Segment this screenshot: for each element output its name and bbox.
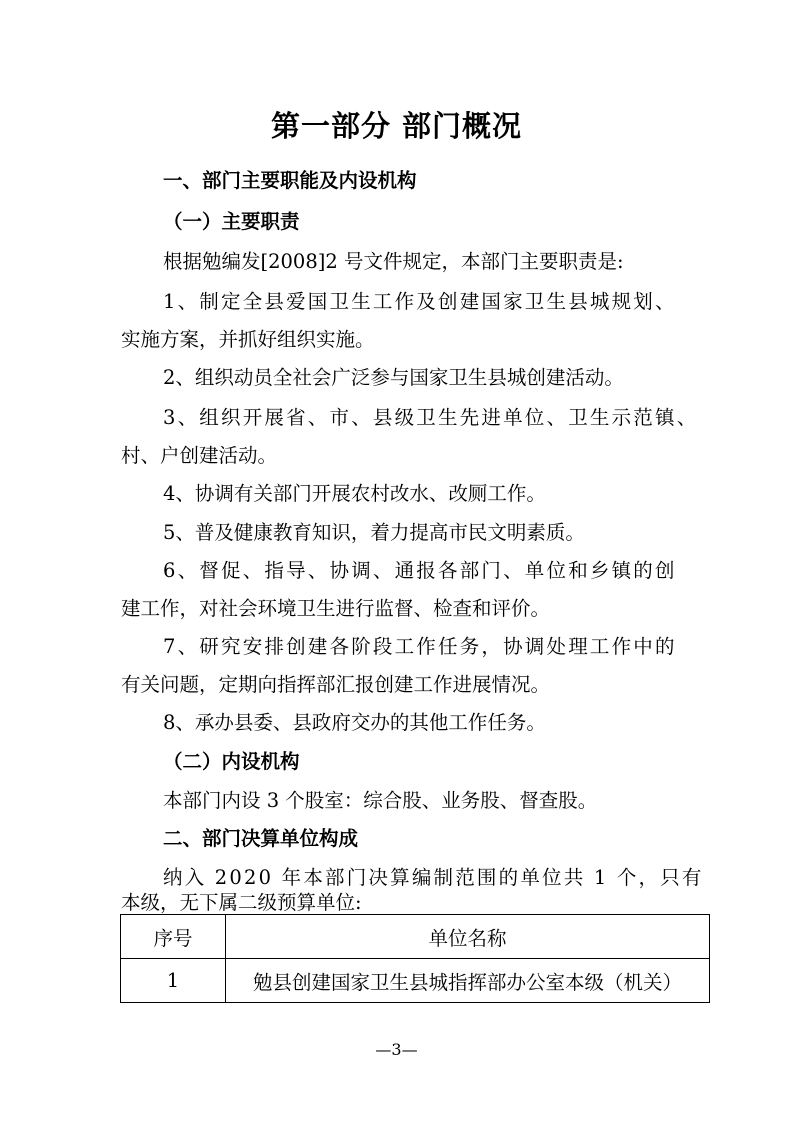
page-number: —3— bbox=[375, 1040, 418, 1059]
section1-heading: 一、部门主要职能及内设机构 bbox=[163, 169, 417, 192]
page-title: 第一部分 部门概况 bbox=[270, 109, 523, 143]
duty-2: 2、组织动员全社会广泛参与国家卫生县城创建活动。 bbox=[163, 366, 624, 389]
section2-text-line2: 本级，无下属二级预算单位: bbox=[121, 891, 362, 914]
sub1-heading: （一）主要职责 bbox=[163, 210, 300, 233]
header-unit-name: 单位名称 bbox=[226, 915, 710, 959]
duty-1-line1: 1、制定全县爱国卫生工作及创建国家卫生县城规划、 bbox=[163, 290, 677, 313]
duty-3-line1: 3、组织开展省、市、县级卫生先进单位、卫生示范镇、 bbox=[163, 406, 699, 429]
table-row bbox=[121, 959, 710, 1003]
duties-intro: 根据勉编发[2008]2 号文件规定，本部门主要职责是: bbox=[163, 250, 624, 273]
header-index: 序号 bbox=[121, 915, 226, 959]
duty-8: 8、承办县委、县政府交办的其他工作任务。 bbox=[163, 711, 546, 734]
cell-index: 1 bbox=[121, 959, 226, 1003]
duty-3-line2: 村、户创建活动。 bbox=[121, 444, 278, 467]
sub2-text: 本部门内设 3 个股室：综合股、业务股、督查股。 bbox=[163, 789, 598, 812]
duty-6-line2: 建工作，对社会环境卫生进行监督、检查和评价。 bbox=[121, 597, 551, 620]
duty-1-line2: 实施方案，并抓好组织实施。 bbox=[121, 328, 375, 351]
section2-text-line1: 纳入 2020 年本部门决算编制范围的单位共 1 个，只有 bbox=[163, 866, 704, 889]
table-header-row bbox=[121, 915, 710, 959]
duty-4: 4、协调有关部门开展农村改水、改厕工作。 bbox=[163, 482, 546, 505]
duty-6-line1: 6、督促、指导、协调、通报各部门、单位和乡镇的创 bbox=[163, 559, 677, 582]
cell-unit-name: 勉县创建国家卫生县城指挥部办公室本级（机关） bbox=[226, 959, 710, 1003]
duty-5: 5、普及健康教育知识，着力提高市民文明素质。 bbox=[163, 521, 585, 544]
duty-7-line1: 7、研究安排创建各阶段工作任务，协调处理工作中的 bbox=[163, 635, 677, 658]
duty-7-line2: 有关问题，定期向指挥部汇报创建工作进展情况。 bbox=[121, 673, 551, 696]
section2-heading: 二、部门决算单位构成 bbox=[163, 827, 359, 850]
sub2-heading: （二）内设机构 bbox=[163, 750, 300, 773]
unit-table bbox=[120, 914, 710, 1003]
